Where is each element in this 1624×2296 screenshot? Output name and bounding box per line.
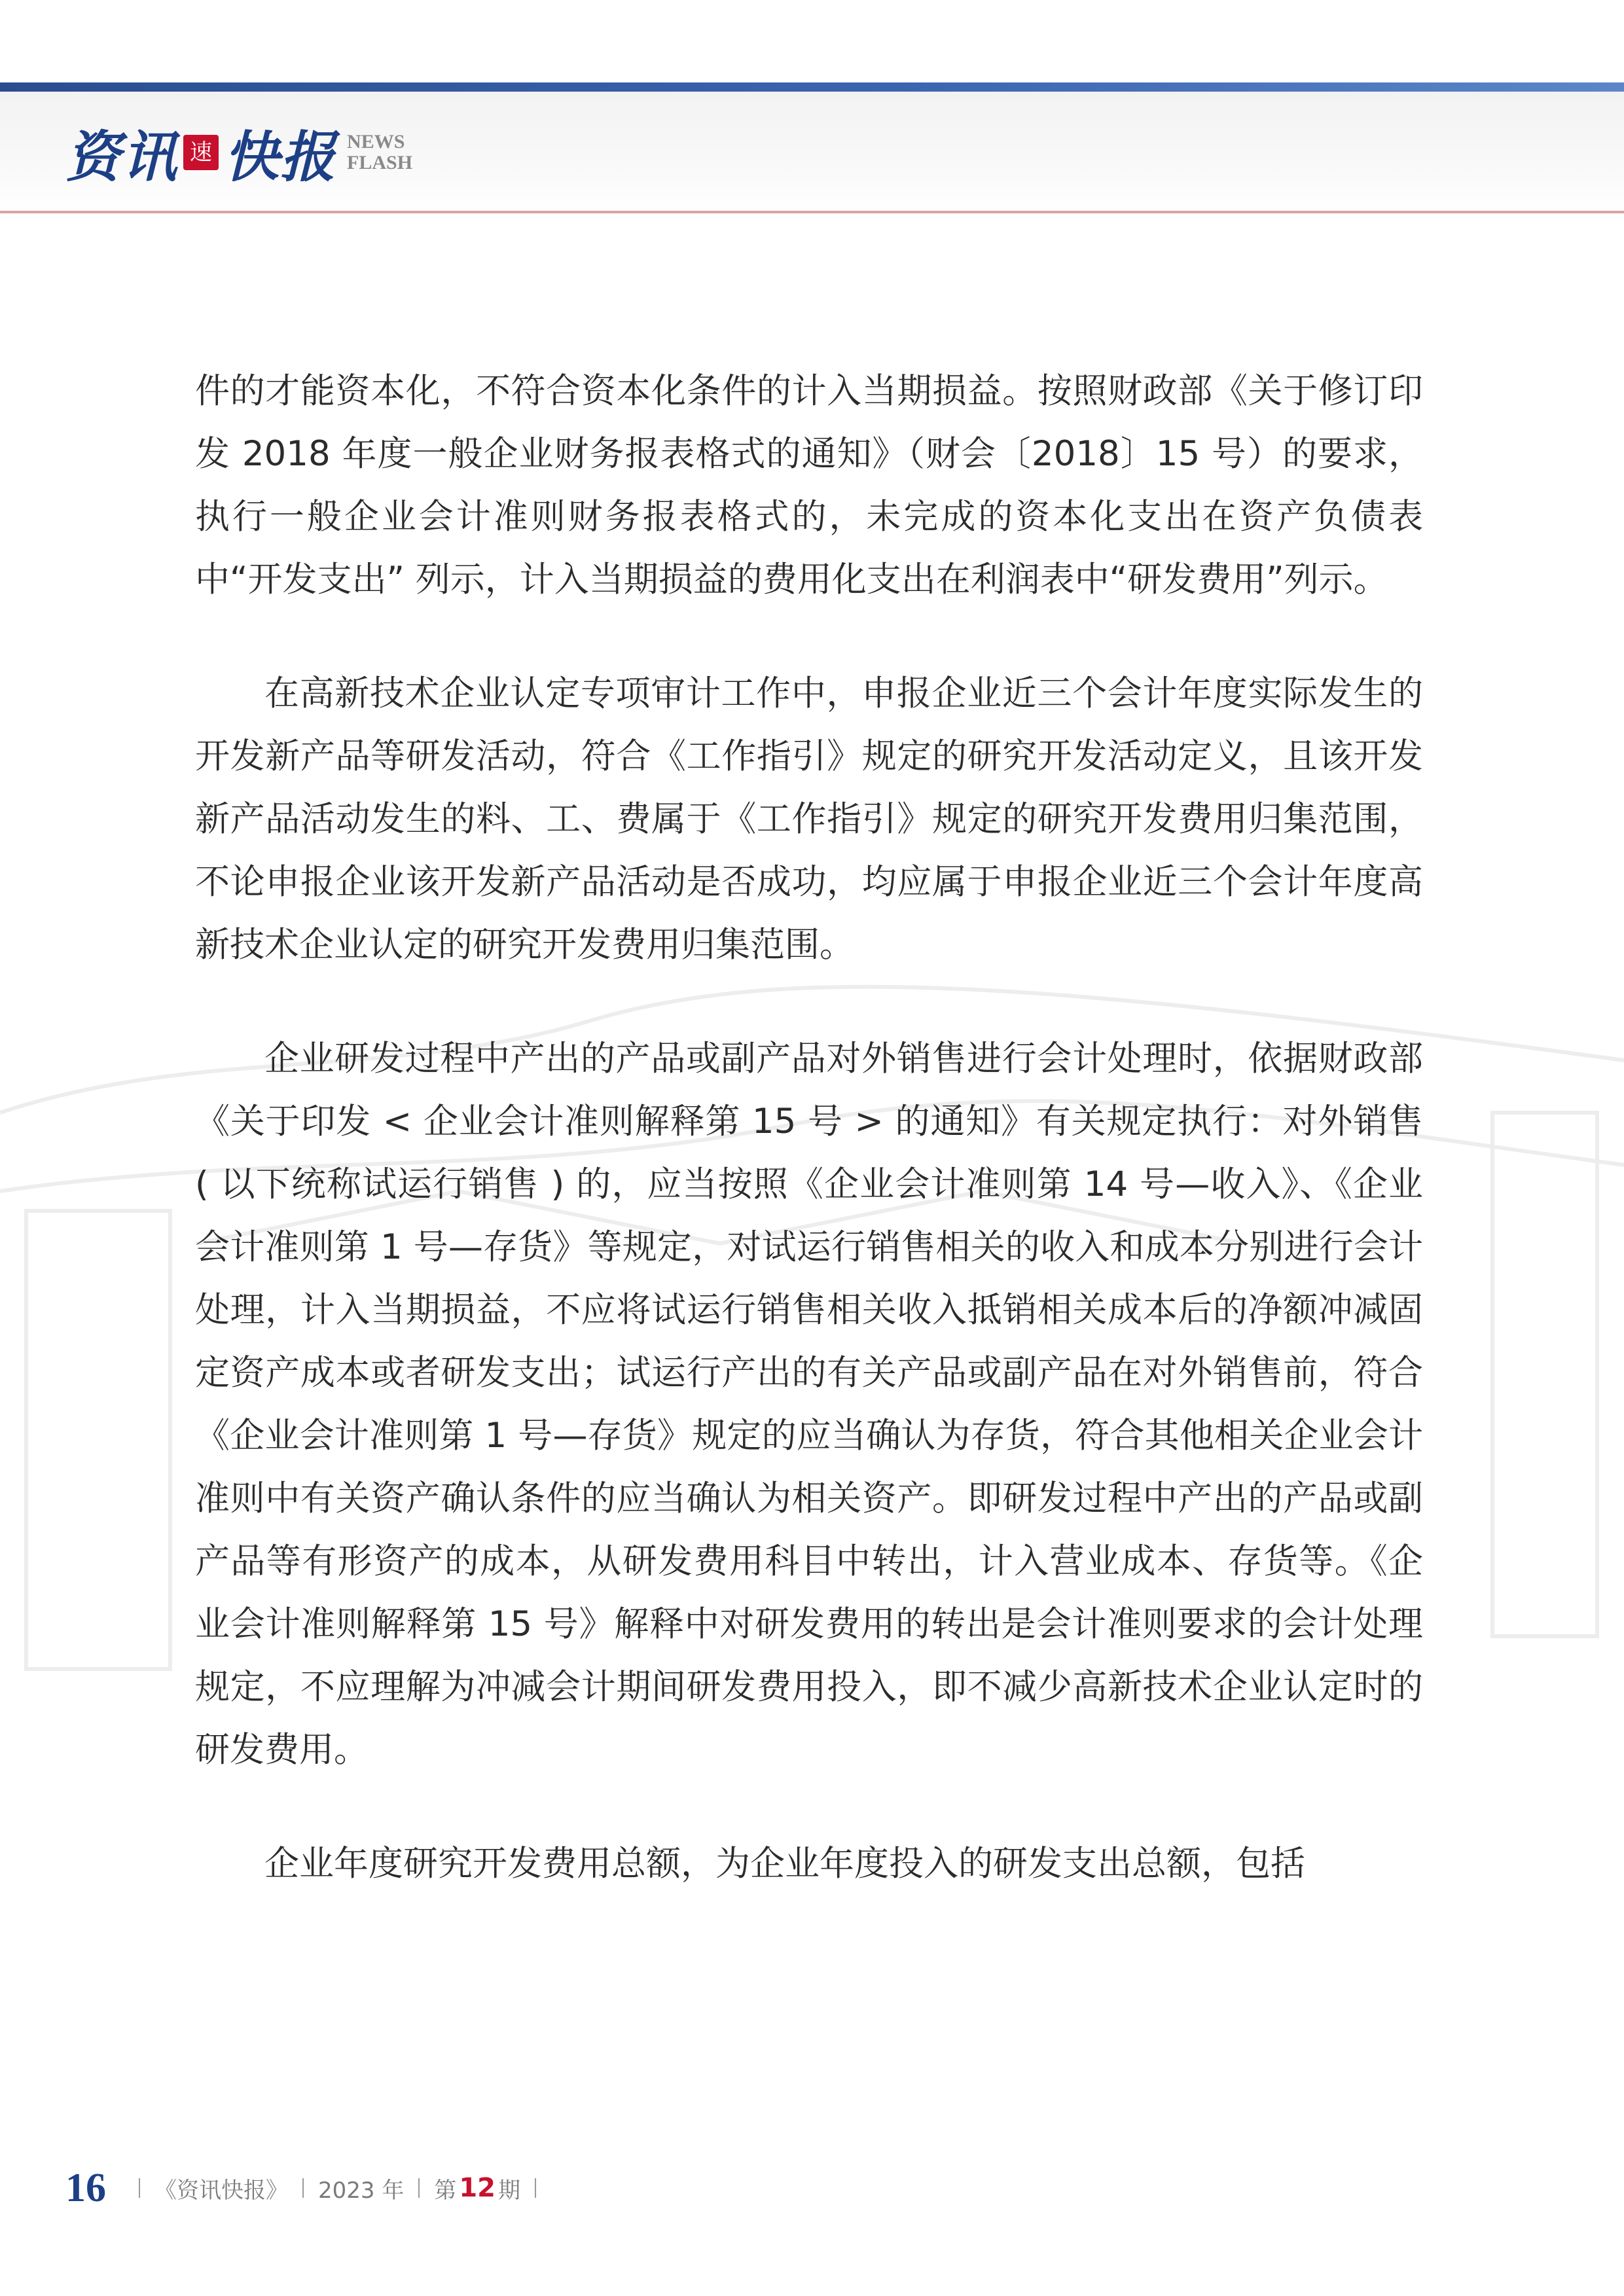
footer-separator bbox=[535, 2178, 536, 2198]
logo-seal: 速 bbox=[183, 135, 219, 170]
logo-text-left: 资讯 bbox=[65, 124, 179, 189]
page-number: 16 bbox=[65, 2165, 106, 2210]
footer-separator bbox=[302, 2178, 304, 2198]
paragraph-1: 件的才能资本化，不符合资本化条件的计入当期损益。按照财政部《关于修订印发 2018 年度一般企业财务报表格式的通知》（财会〔2018〕15 号）的要求，执行一般企业会计准则财务报表格式的，未完成的资本化支出在资产负债表中“开发支出” 列示，计入当期损益的费用化支出在利润表中“研发费用”列示。 bbox=[195, 371, 1423, 600]
footer-separator bbox=[418, 2178, 420, 2198]
logo-english-line1: NEWS bbox=[347, 131, 405, 152]
footer-issue-prefix: 第 bbox=[434, 2177, 457, 2204]
header-divider bbox=[0, 211, 1624, 213]
logo-text-right: 快报 bbox=[224, 124, 337, 189]
paragraph-2: 在高新技术企业认定专项审计工作中，申报企业近三个会计年度实际发生的开发新产品等研发活动，符合《工作指引》规定的研究开发活动定义，且该开发新产品活动发生的料、工、费属于《工作指引》规定的研究开发费用归集范围，不论申报企业该开发新产品活动是否成功，均应属于申报企业近三个会计年度高新技术企业认定的研究开发费用归集范围。 bbox=[195, 673, 1423, 965]
header-color-band bbox=[0, 82, 1624, 92]
article-body bbox=[195, 360, 1423, 1946]
footer-separator bbox=[139, 2178, 140, 2198]
paragraph-4: 企业年度研究开发费用总额，为企业年度投入的研发支出总额，包括 bbox=[264, 1844, 1305, 1884]
footer-year: 2023 年 bbox=[318, 2177, 405, 2204]
footer-publication: 《资讯快报》 bbox=[154, 2177, 288, 2204]
publication-logo bbox=[65, 117, 412, 188]
page-footer bbox=[65, 2159, 550, 2217]
paragraph-3: 企业研发过程中产出的产品或副产品对外销售进行会计处理时，依据财政部《关于印发 < 企业会计准则解释第 15 号 > 的通知》有关规定执行：对外销售 ( 以下统称试运行销售 ) 的，应当按照《企业会计准则第 14 号—收入》、《企业会计准则第 1 号—存货》等规定，对试运行销售相关的收入和成本分别进行会计处理，计入当期损益，不应将试运行销售相关收入抵销相关成本后的净额冲减固定资产成本或者研发支出；试运行产出的有关产品或副产品在对外销售前，符合《企业会计准则第 1 号—存货》规定的应当确认为存货，符合其他相关企业会计准则中有关资产确认条件的应当确认为相关资产。即研发过程中产出的产品或副产品等有形资产的成本，从研发费用科目中转出，计入营业成本、存货等。《企业会计准则解释第 15 号》解释中对研发费用的转出是会计准则要求的会计处理规定，不应理解为冲减会计期间研发费用投入，即不减少高新技术企业认定时的研发费用。 bbox=[195, 1039, 1423, 1770]
logo-english-line2: FLASH bbox=[347, 152, 413, 173]
footer-issue-number: 12 bbox=[459, 2173, 496, 2203]
footer-issue-suffix: 期 bbox=[498, 2177, 521, 2204]
logo-english bbox=[347, 132, 412, 173]
